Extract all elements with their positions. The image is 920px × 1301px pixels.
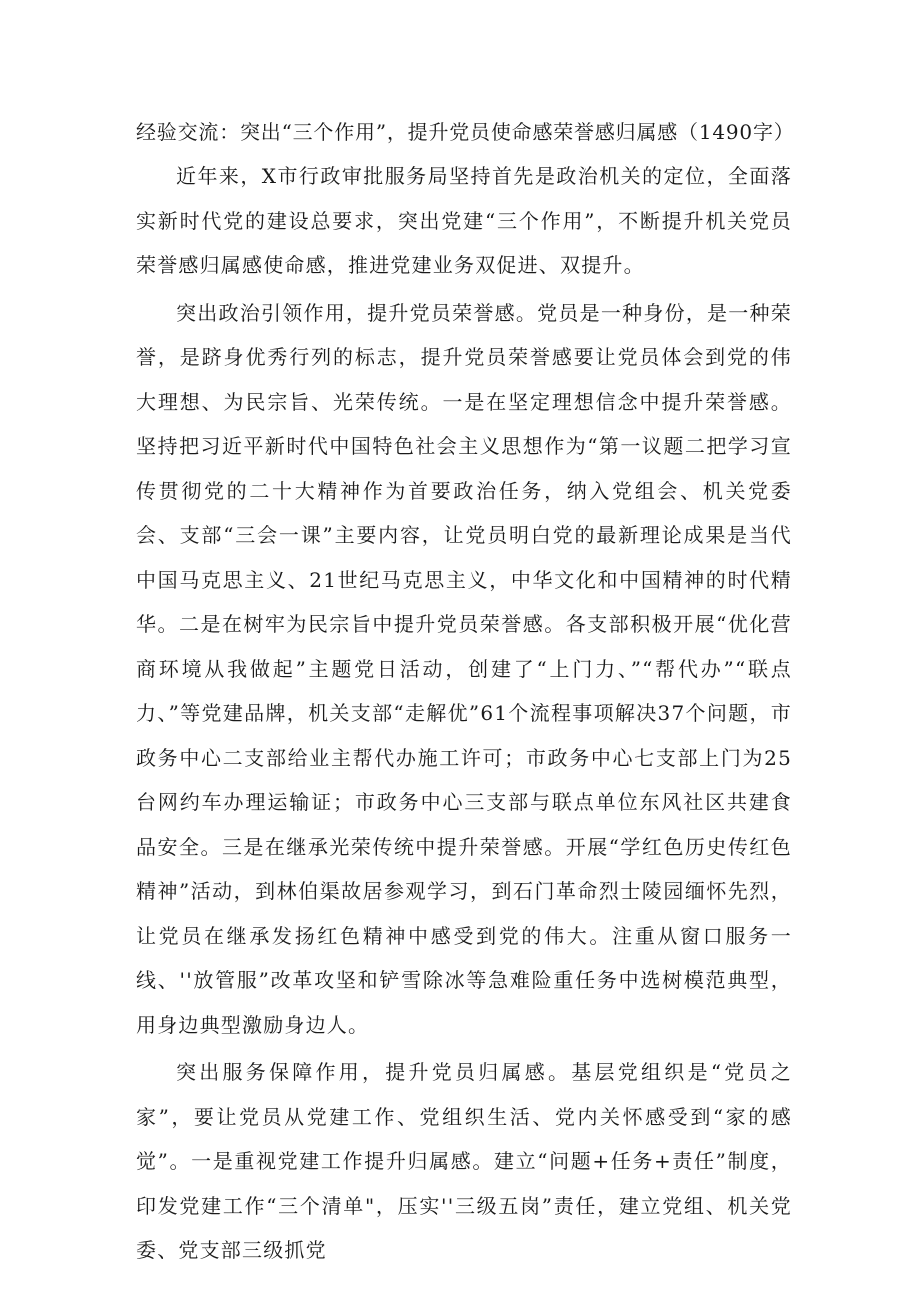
document-body [136,110,795,1273]
paragraph-service-guarantee: 突出服务保障作用，提升党员归属感。基层党组织是“党员之家”，要让党员从党建工作、党组织生活、党内关怀感受到“家的感觉”。一是重视党建工作提升归属感。建立“问题+任务+责任”制度，印发党建工作“三个清单"，压实''三级五岗”责任，建立党组、机关党委、党支部三级抓党 [136,1060,792,1262]
paragraph-political-leadership: 突出政治引领作用，提升党员荣誉感。党员是一种身份，是一种荣誉，是跻身优秀行列的标志，提升党员荣誉感要让党员体会到党的伟大理想、为民宗旨、光荣传统。一是在坚定理想信念中提升荣誉感。坚持把习近平新时代中国特色社会主义思想作为“第一议题二把学习宣传贯彻党的二十大精神作为首要政治任务，纳入党组会、机关党委会、支部“三会一课”主要内容，让党员明白党的最新理论成果是当代中国马克思主义、21世纪马克思主义，中华文化和中国精神的时代精华。二是在树牢为民宗旨中提升党员荣誉感。各支部积极开展“优化营商环境从我做起”主题党日活动，创建了“上门力、”“帮代办”“联点力、”等党建品牌，机关支部“走解优”61个流程事项解决37个问题，市政务中心二支部给业主帮代办施工许可；市政务中心七支部上门为25台网约车办理运输证；市政务中心三支部与联点单位东风社区共建食品安全。三是在继承光荣传统中提升荣誉感。开展“学红色历史传红色精神”活动，到林伯渠故居参观学习，到石门革命烈士陵园缅怀先烈，让党员在继承发扬红色精神中感受到党的伟大。注重从窗口服务一线、''放管服”改革攻坚和铲雪除冰等急难险重任务中选树模范典型，用身边典型激励身边人。 [136,300,792,1037]
paragraph-intro: 近年来，X市行政审批服务局坚持首先是政治机关的定位，全面落实新时代党的建设总要求，突出党建“三个作用”，不断提升机关党员荣誉感归属感使命感，推进党建业务双促进、双提升。 [136,164,792,277]
document-title: 经验交流：突出“三个作用”，提升党员使命感荣誉感归属感（1490字） [136,120,795,144]
